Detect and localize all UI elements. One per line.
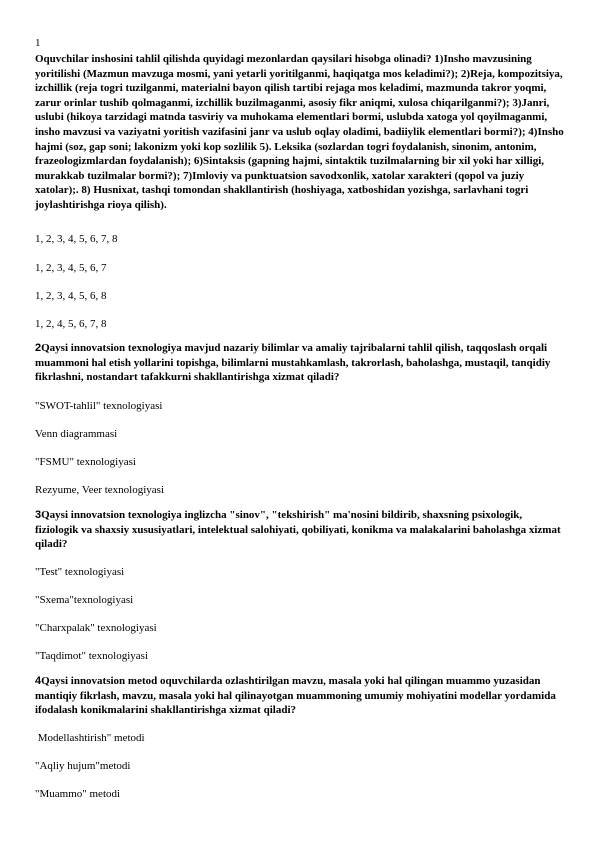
question-text: Oquvchilar inshosini tahlil qilishda quyidagi mezonlardan qaysilari hisobga olinadi? 1)Insho mavzusining yoritilishi (Mazmun mavzuga mosmi, yani yetarli yoritilganmi, haqiqatga mos keladimi?); 2)Reja, kompozitsiya, izchillik (reja togri tuzilganmi, materialni bayon qilish tartibi rejaga mos keladimi, mazmunda takror yoqmi, zarur orinlar tushib qolmaganmi, izchillik buzilmaganmi, asosiy fikr aniqmi, xulosa chiqarilganmi?); 3)Janri, uslubi (hikoya tarzidagi matnda tasviriy va muhokama elementlari bormi, uslubda xatoga yol qoyilmaganmi, insho mavzusi va vaziyatni yoritish vazifasini janr va uslub oqlay oladimi, badiiylik elementlari bormi?); 4)Insho hajmi (soz, gap soni; lakonizm yoki kop sozlilik 5). Leksika (sozlardan togri foydalanish, sinonim, antonim, frazeologizmlardan foydalanish); 6)Sintaksis (gapning hajmi, sintaktik tuzilmalarning bir xil yoki har xilligi, murakkab tuzilmalar bormi?); 7)Imloviy va punktuatsion savodxonlik, xatolar xarakteri (qopol va juziy xatolar);. 8) Husnixat, tashqi tomondan shakllantirish (hoshiyaga, xatboshidan yozishga, sarlavhani togri joylashtirishga rioya qilish).	[35, 53, 564, 211]
question-1	[35, 52, 565, 213]
answer-option[interactable]: "SWOT-tahlil" texnologiyasi	[35, 400, 163, 412]
answer-option[interactable]: 1, 2, 3, 4, 5, 6, 7, 8	[35, 233, 118, 245]
answer-option[interactable]: 1, 2, 3, 4, 5, 6, 8	[35, 290, 107, 302]
question-number: 2	[35, 342, 42, 354]
answer-option[interactable]: "Aqliy hujum"metodi	[35, 760, 131, 772]
answer-option[interactable]: "FSMU" texnologiyasi	[35, 456, 136, 468]
page-number: 1	[35, 37, 41, 49]
answer-option[interactable]: 1, 2, 4, 5, 6, 7, 8	[35, 318, 107, 330]
question-text: Qaysi innovatsion texnologiya mavjud nazariy bilimlar va amaliy tajribalarni tahlil qilish, taqqoslash orqali muammoni hal etish yollarini topishga, bilimlarni mustahkamlash, takrorlash, baholashga, mustaqil, tanqidiy fikrlashni, nostandart tafakkurni shakllantirishga xizmat qiladi?	[35, 342, 551, 384]
question-4	[35, 674, 565, 718]
question-text: Qaysi innovatsion texnologiya inglizcha "sinov", "tekshirish" ma'nosini bildirib, shaxsning psixologik, fiziologik va shaxsiy xususiyatlari, intelektual salohiyati, qobiliyati, konikma va malakalarini baholashga xizmat qiladi?	[35, 509, 561, 551]
question-2	[35, 341, 565, 385]
answer-option[interactable]: Venn diagrammasi	[35, 428, 118, 440]
answer-option[interactable]: "Muammo" metodi	[35, 788, 121, 800]
question-3	[35, 508, 565, 552]
answer-option[interactable]: "Taqdimot" texnologiyasi	[35, 650, 149, 662]
answer-option[interactable]: "Sxema"texnologiyasi	[35, 594, 134, 606]
question-number: 4	[35, 675, 42, 687]
answer-option[interactable]: "Test" texnologiyasi	[35, 566, 125, 578]
question-text: Qaysi innovatsion metod oquvchilarda ozlashtirilgan mavzu, masala yoki hal qilingan muammo yuzasidan mantiqiy fikrlash, mavzu, masala yoki hal qilinayotgan muammoning umumiy mohiyatini modellar yordamida ifodalash konikmalarini shakllantirishga xizmat qiladi?	[35, 675, 556, 717]
answer-option[interactable]: Rezyume, Veer texnologiyasi	[35, 484, 165, 496]
answer-option[interactable]: Modellashtirish" metodi	[35, 732, 145, 744]
question-number: 3	[35, 509, 42, 521]
answer-option[interactable]: "Charxpalak" texnologiyasi	[35, 622, 157, 634]
answer-option[interactable]: 1, 2, 3, 4, 5, 6, 7	[35, 262, 107, 274]
